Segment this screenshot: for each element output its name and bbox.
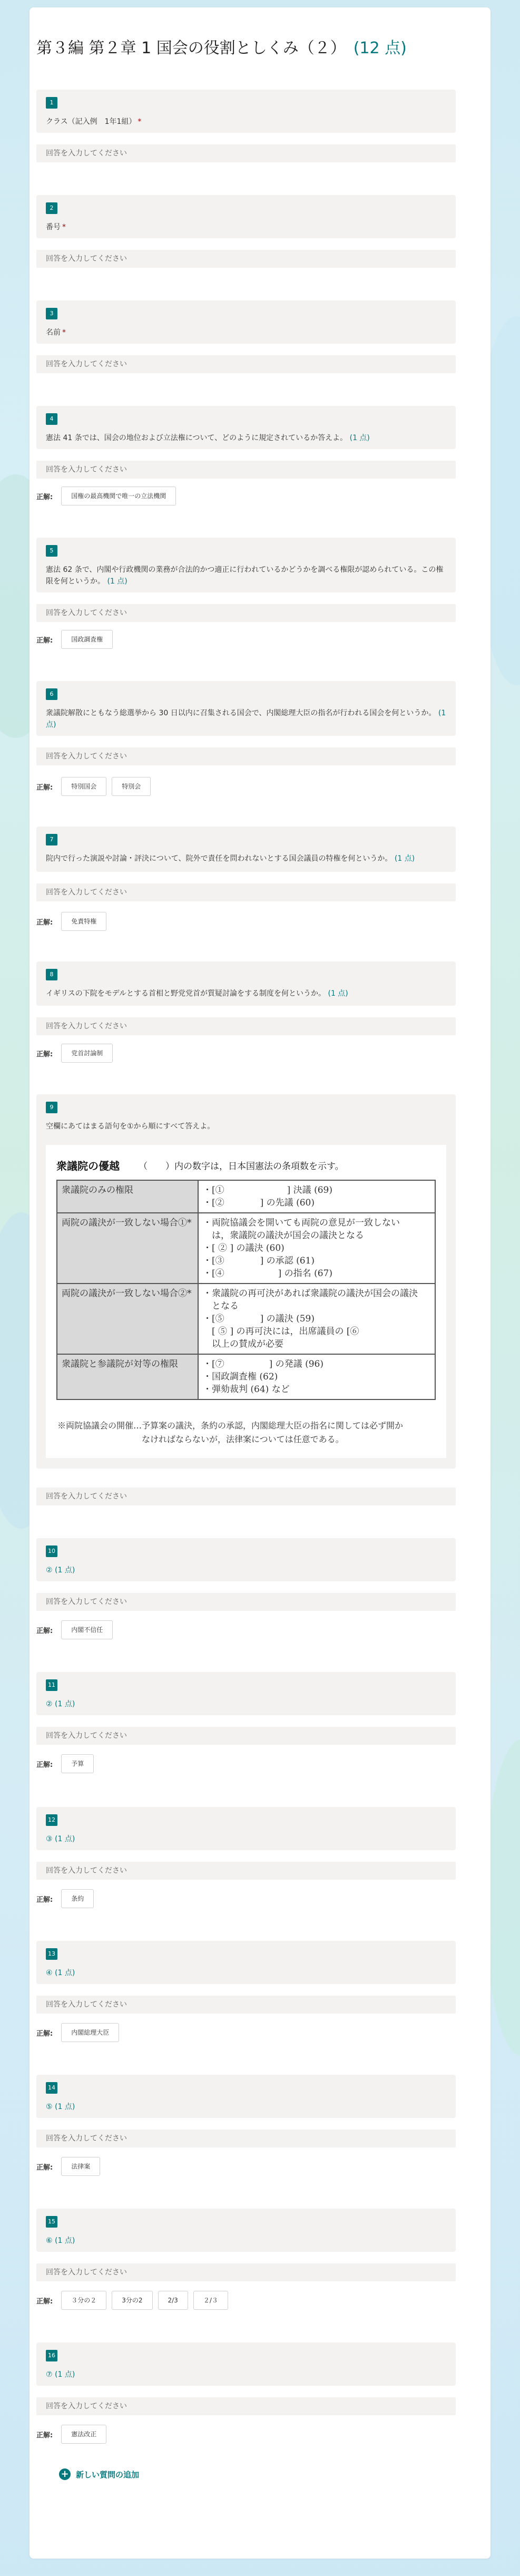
answer-chip[interactable]: 内閣不信任: [61, 1620, 113, 1639]
question-card[interactable]: [36, 90, 456, 133]
question-text: ③ (1 点): [46, 1835, 75, 1843]
question-number: 5: [46, 545, 57, 557]
answer-input[interactable]: 回答を入力してください: [36, 1593, 456, 1611]
row-body: ・[⑦ ] の発議 (96) ・国政調査権 (62) ・弾劾裁判 (64) など: [198, 1354, 435, 1399]
answer-chip[interactable]: 予算: [61, 1754, 94, 1773]
question-card[interactable]: [36, 2075, 456, 2118]
answer-input[interactable]: 回答を入力してください: [36, 461, 456, 479]
question-text: ⑥ (1 点): [46, 2237, 75, 2245]
correct-answers: [36, 2425, 106, 2444]
correct-label: 正解:: [36, 493, 53, 501]
correct-label: 正解:: [36, 783, 53, 792]
question-points: (1 点): [55, 1835, 75, 1843]
answer-input[interactable]: 回答を入力してください: [36, 1017, 456, 1035]
answer-input[interactable]: 回答を入力してください: [36, 1727, 456, 1745]
image-note: ※両院協議会の開催…予算案の議決，条約の承認，内閣総理大臣の指名に関しては必ず開か なければならないが，法律案については任意である。: [57, 1421, 404, 1444]
question-number: 10: [46, 1545, 57, 1557]
question-card[interactable]: [36, 1538, 456, 1581]
correct-label: 正解:: [36, 918, 53, 927]
question-points: (1 点): [55, 1700, 75, 1708]
answer-chip[interactable]: 3分の2: [112, 2291, 152, 2310]
answer-input[interactable]: 回答を入力してください: [36, 1862, 456, 1880]
question-number: 2: [46, 202, 57, 214]
answer-chip[interactable]: 国政調査権: [61, 630, 113, 649]
answer-input[interactable]: 回答を入力してください: [36, 2397, 456, 2415]
question-text: ⑦ (1 点): [46, 2370, 75, 2379]
correct-answers: [36, 1044, 113, 1063]
question-points: (1 点): [328, 989, 348, 998]
comparison-table: [56, 1180, 436, 1400]
question-number: 1: [46, 97, 57, 109]
correct-label: 正解:: [36, 1895, 53, 1904]
question-text: ⑤ (1 点): [46, 2103, 75, 2111]
answer-chip[interactable]: 2/3: [158, 2291, 188, 2310]
question-points: (1 点): [349, 434, 370, 442]
question-card[interactable]: [36, 2342, 456, 2386]
answer-chip[interactable]: 免責特権: [61, 912, 106, 931]
question-number: 9: [46, 1102, 57, 1113]
correct-label: 正解:: [36, 636, 53, 645]
correct-answers: [36, 912, 106, 931]
correct-answers: [36, 487, 176, 506]
question-points: (1 点): [55, 1969, 75, 1977]
question-card[interactable]: [36, 681, 456, 736]
answer-chip[interactable]: 条約: [61, 1889, 94, 1908]
question-number: 16: [46, 2350, 57, 2361]
correct-answers: [36, 630, 113, 649]
row-body: ・両院協議会を開いても両院の意見が一致しない は，衆議院の議決が国会の議決となる ・[ ② ] の議決 (60) ・[③ ] の承認 (61) ・[④ ] の指名 (67): [198, 1213, 435, 1284]
question-card[interactable]: [36, 1094, 456, 1469]
add-question-label: 新しい質問の追加: [76, 2470, 140, 2480]
form-title-text: 第３編 第２章 1 国会の役割としくみ（２）: [36, 39, 346, 57]
correct-answers: [36, 777, 151, 796]
answer-chip[interactable]: ２/３: [193, 2291, 228, 2310]
question-card[interactable]: [36, 1672, 456, 1715]
question-card[interactable]: [36, 1807, 456, 1850]
question-points: (1 点): [55, 2103, 75, 2111]
question-card[interactable]: [36, 961, 456, 1006]
form-points: (12 点): [353, 39, 407, 57]
question-text: 番号 *: [46, 223, 66, 231]
correct-label: 正解:: [36, 2431, 53, 2439]
question-number: 7: [46, 834, 57, 845]
correct-label: 正解:: [36, 2029, 53, 2038]
question-number: 12: [46, 1814, 57, 1826]
question-text: 空欄にあてはまる語句を①から順にすべて答えよ。: [46, 1122, 215, 1131]
correct-answers: [36, 2157, 100, 2176]
question-points: (1 点): [107, 577, 127, 586]
correct-label: 正解:: [36, 2163, 53, 2172]
required-marker: *: [62, 328, 66, 337]
row-header: 衆議院のみの権限: [57, 1180, 198, 1213]
question-card[interactable]: [36, 195, 456, 238]
question-points: (1 点): [55, 2237, 75, 2245]
answer-chip[interactable]: 憲法改正: [61, 2425, 106, 2444]
question-number: 14: [46, 2082, 57, 2094]
table-row: [57, 1284, 435, 1354]
row-body: ・[① ] 決議 (69) ・[② ] の先議 (60): [198, 1180, 435, 1213]
answer-input[interactable]: 回答を入力してください: [36, 1996, 456, 2014]
question-text: ② (1 点): [46, 1566, 75, 1574]
question-text: 憲法 62 条で、内閣や行政機関の業務が合法的かつ適正に行われているかどうかを調べる権限が認められている。この権限を何というか。 (1 点): [46, 566, 444, 586]
answer-chip[interactable]: 特別会: [112, 777, 151, 796]
answer-chip[interactable]: ３分の２: [61, 2291, 106, 2310]
question-card[interactable]: [36, 300, 456, 344]
answer-chip[interactable]: 内閣総理大臣: [61, 2023, 119, 2042]
question-card[interactable]: [36, 827, 456, 872]
question-text: クラス（記入例 1年1組） *: [46, 118, 142, 126]
correct-label: 正解:: [36, 1050, 53, 1058]
correct-label: 正解:: [36, 1761, 53, 1769]
answer-input[interactable]: 回答を入力してください: [36, 250, 456, 268]
form-title: [36, 35, 407, 58]
question-text: 院内で行った演説や討論・評決について、院外で責任を問われないとする国会議員の特権を何というか。 (1 点): [46, 854, 415, 863]
answer-chip[interactable]: 法律案: [61, 2157, 100, 2176]
answer-input[interactable]: 回答を入力してください: [36, 355, 456, 373]
required-marker: *: [62, 223, 66, 231]
question-card[interactable]: [36, 406, 456, 449]
answer-input[interactable]: 回答を入力してください: [36, 2263, 456, 2281]
question-points: (1 点): [46, 709, 446, 729]
question-number: 8: [46, 969, 57, 980]
answer-input[interactable]: 回答を入力してください: [36, 747, 456, 765]
row-body: ・衆議院の再可決があれば衆議院の議決が国会の議決 となる ・[⑤ ] の議決 (59) [ ⑤ ] の再可決には，出席議員の [⑥ 以上の賛成が必要: [198, 1284, 435, 1354]
question-card[interactable]: [36, 1941, 456, 1984]
correct-label: 正解:: [36, 2297, 53, 2306]
question-number: 3: [46, 308, 57, 319]
question-points: (1 点): [55, 2370, 75, 2379]
question-card[interactable]: [36, 538, 456, 592]
question-card[interactable]: [36, 2209, 456, 2252]
image-title: 衆議院の優越: [56, 1160, 120, 1172]
question-number: 13: [46, 1948, 57, 1960]
add-question-button[interactable]: [59, 2468, 139, 2480]
answer-chip[interactable]: 国権の最高機関で唯一の立法機関: [61, 487, 176, 506]
question-number: 6: [46, 688, 57, 700]
correct-answers: [36, 2291, 228, 2310]
question-text: ④ (1 点): [46, 1969, 75, 1977]
question-image: [46, 1145, 446, 1458]
correct-answers: [36, 1620, 113, 1639]
correct-label: 正解:: [36, 1627, 53, 1635]
question-number: 4: [46, 413, 57, 425]
answer-chip[interactable]: 党首討論制: [61, 1044, 113, 1063]
table-row: [57, 1354, 435, 1399]
question-points: (1 点): [55, 1566, 75, 1574]
answer-input[interactable]: 回答を入力してください: [36, 1488, 456, 1505]
row-header: 両院の議決が一致しない場合②*: [57, 1284, 198, 1354]
plus-icon: +: [59, 2468, 71, 2480]
answer-input[interactable]: 回答を入力してください: [36, 144, 456, 162]
question-number: 11: [46, 1679, 57, 1691]
answer-input[interactable]: 回答を入力してください: [36, 2130, 456, 2147]
answer-input[interactable]: 回答を入力してください: [36, 883, 456, 901]
image-subtitle: （ ）内の数字は，日本国憲法の条項数を示す。: [139, 1161, 344, 1172]
correct-answers: [36, 2023, 119, 2042]
question-text: 衆議院解散にともなう総選挙から 30 日以内に召集される国会で、内閣総理大臣の指名が行われる国会を何というか。 (1 点): [46, 709, 446, 729]
correct-answers: [36, 1754, 94, 1773]
table-row: [57, 1213, 435, 1284]
answer-chip[interactable]: 特別国会: [61, 777, 106, 796]
question-number: 15: [46, 2216, 57, 2228]
question-text: 名前 *: [46, 328, 66, 337]
required-marker: *: [138, 118, 142, 126]
question-text: ② (1 点): [46, 1700, 75, 1708]
question-text: 憲法 41 条では、国会の地位および立法権について、どのように規定されているか答えよ。 (1 点): [46, 434, 370, 442]
correct-answers: [36, 1889, 94, 1908]
question-text: イギリスの下院をモデルとする首相と野党党首が質疑討論をする制度を何というか。 (1 点): [46, 989, 348, 998]
answer-input[interactable]: 回答を入力してください: [36, 604, 456, 622]
row-header: 両院の議決が一致しない場合①*: [57, 1213, 198, 1284]
row-header: 衆議院と参議院が対等の権限: [57, 1354, 198, 1399]
question-points: (1 点): [394, 854, 415, 863]
table-row: [57, 1180, 435, 1213]
